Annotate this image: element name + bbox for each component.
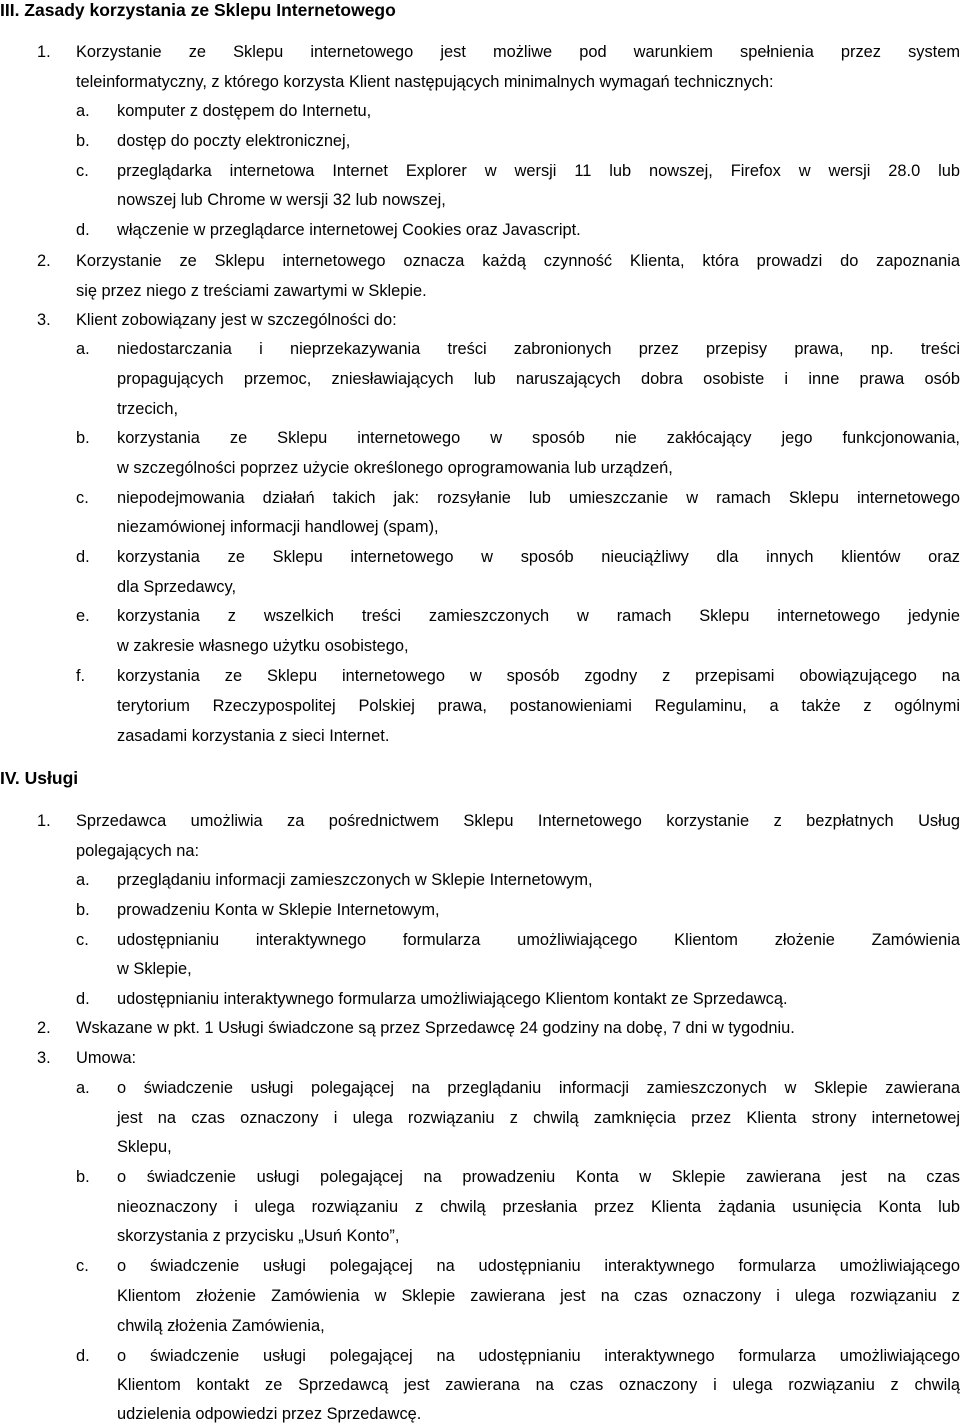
subitem-text-line: o świadczenie usługi polegającej na przeglądaniu informacji zamieszczonych w Sklepie zawierana — [117, 1079, 960, 1097]
subitem-letter: c. — [76, 489, 89, 507]
subitem-text-line: korzystania ze Sklepu internetowego w sposób zgodny z przepisami obowiązującego na — [117, 667, 960, 685]
subitem-letter: b. — [76, 1168, 90, 1186]
item-text-line: polegających na: — [76, 842, 200, 860]
item-text-line: Klient zobowiązany jest w szczególności do: — [76, 311, 397, 329]
subitem-text-line: dostęp do poczty elektronicznej, — [117, 132, 351, 150]
subitem-text-line: niedostarczania i nieprzekazywania treści zabronionych przez przepisy prawa, np. treści — [117, 340, 960, 358]
subitem-text-line: przeglądaniu informacji zamieszczonych w Sklepie Internetowym, — [117, 871, 593, 889]
item-text-line: Wskazane w pkt. 1 Usługi świadczone są przez Sprzedawcę 24 godziny na dobę, 7 dni w tygodniu. — [76, 1019, 795, 1037]
subitem-text-line: włączenie w przeglądarce internetowej Cookies oraz Javascript. — [117, 221, 581, 239]
item-number: 2. — [37, 252, 51, 270]
subitem-text-line: terytorium Rzeczypospolitej Polskiej prawa, postanowieniami Regulaminu, a także z ogólnymi — [117, 697, 960, 715]
subitem-letter: d. — [76, 1347, 90, 1365]
subitem-text-line: udzielenia odpowiedzi przez Sprzedawcę. — [117, 1405, 422, 1423]
subitem-letter: e. — [76, 607, 90, 625]
subitem-letter: c. — [76, 1257, 89, 1275]
item-text-line: Korzystanie ze Sklepu internetowego jest możliwe pod warunkiem spełnienia przez system — [76, 43, 960, 61]
subitem-text-line: Klientom złożenie Zamówienia w Sklepie zawierana jest na czas oznaczony i ulega rozwiązaniu z — [117, 1287, 960, 1305]
subitem-text-line: propagujących przemoc, zniesławiających lub naruszających dobra osobiste i inne prawa osób — [117, 370, 960, 388]
subitem-text-line: Sklepu, — [117, 1138, 172, 1156]
subitem-text-line: komputer z dostępem do Internetu, — [117, 102, 372, 120]
item-number: 1. — [37, 43, 51, 61]
subitem-text-line: dla Sprzedawcy, — [117, 578, 237, 596]
subitem-letter: a. — [76, 871, 90, 889]
item-text-line: Umowa: — [76, 1049, 137, 1067]
item-number: 3. — [37, 311, 51, 329]
item-text-line: teleinformatyczny, z którego korzysta Klient następujących minimalnych wymagań technicznych: — [76, 73, 774, 91]
subitem-text-line: zasadami korzystania z sieci Internet. — [117, 727, 390, 745]
subitem-letter: c. — [76, 162, 89, 180]
subitem-letter: a. — [76, 1079, 90, 1097]
subitem-letter: d. — [76, 221, 90, 239]
section-heading-iii: III. Zasady korzystania ze Sklepu Internetowego — [0, 0, 396, 20]
subitem-letter: f. — [76, 667, 86, 685]
subitem-text-line: prowadzeniu Konta w Sklepie Internetowym, — [117, 901, 440, 919]
item-text-line: Korzystanie ze Sklepu internetowego oznacza każdą czynność Klienta, która prowadzi do zapoznania — [76, 252, 960, 270]
subitem-letter: a. — [76, 102, 90, 120]
subitem-text-line: udostępnianiu interaktywnego formularza umożliwiającego Klientom kontakt ze Sprzedawcą. — [117, 990, 788, 1008]
item-number: 3. — [37, 1049, 51, 1067]
subitem-text-line: korzystania ze Sklepu internetowego w sposób nieuciążliwy dla innych klientów oraz — [117, 548, 960, 566]
subitem-text-line: o świadczenie usługi polegającej na prowadzeniu Konta w Sklepie zawierana jest na czas — [117, 1168, 960, 1186]
subitem-text-line: niezamówionej informacji handlowej (spam), — [117, 518, 439, 536]
section-heading-iv: IV. Usługi — [0, 768, 79, 788]
subitem-text-line: Klientom kontakt ze Sprzedawcą jest zawierana na czas oznaczony i ulega rozwiązaniu z chwilą — [117, 1376, 960, 1394]
subitem-text-line: nieoznaczony i ulega rozwiązaniu z chwilą przesłania przez Klienta żądania usunięcia Konta lub — [117, 1198, 960, 1216]
subitem-text-line: udostępnianiu interaktywnego formularza umożliwiającego Klientom złożenie Zamówienia — [117, 931, 960, 949]
subitem-text-line: o świadczenie usługi polegającej na udostępnianiu interaktywnego formularza umożliwiającego — [117, 1257, 960, 1275]
subitem-text-line: w szczególności poprzez użycie określonego oprogramowania lub urządzeń, — [117, 459, 673, 477]
subitem-letter: d. — [76, 990, 90, 1008]
subitem-text-line: korzystania ze Sklepu internetowego w sposób nie zakłócający jego funkcjonowania, — [117, 429, 960, 447]
subitem-letter: b. — [76, 901, 90, 919]
item-number: 2. — [37, 1019, 51, 1037]
subitem-text-line: nowszej lub Chrome w wersji 32 lub nowszej, — [117, 191, 446, 209]
subitem-text-line: o świadczenie usługi polegającej na udostępnianiu interaktywnego formularza umożliwiającego — [117, 1347, 960, 1365]
subitem-text-line: chwilą złożenia Zamówienia, — [117, 1317, 325, 1335]
subitem-text-line: w Sklepie, — [117, 960, 192, 978]
subitem-text-line: jest na czas oznaczony i ulega rozwiązaniu z chwilą zamknięcia przez Klienta strony internetowej — [117, 1109, 960, 1127]
subitem-text-line: niepodejmowania działań takich jak: rozsyłanie lub umieszczanie w ramach Sklepu internetowego — [117, 489, 960, 507]
item-text-line: się przez niego z treściami zawartymi w Sklepie. — [76, 282, 427, 300]
subitem-text-line: trzecich, — [117, 400, 179, 418]
subitem-letter: a. — [76, 340, 90, 358]
subitem-letter: b. — [76, 132, 90, 150]
subitem-text-line: przeglądarka internetowa Internet Explorer w wersji 11 lub nowszej, Firefox w wersji 28.0 lub — [117, 162, 960, 180]
subitem-text-line: w zakresie własnego użytku osobistego, — [117, 637, 409, 655]
subitem-text-line: korzystania z wszelkich treści zamieszczonych w ramach Sklepu internetowego jedynie — [117, 607, 960, 625]
subitem-text-line: skorzystania z przycisku „Usuń Konto”, — [117, 1227, 400, 1245]
item-number: 1. — [37, 812, 51, 830]
subitem-letter: d. — [76, 548, 90, 566]
subitem-letter: b. — [76, 429, 90, 447]
item-text-line: Sprzedawca umożliwia za pośrednictwem Sklepu Internetowego korzystanie z bezpłatnych Usług — [76, 812, 960, 830]
subitem-letter: c. — [76, 931, 89, 949]
